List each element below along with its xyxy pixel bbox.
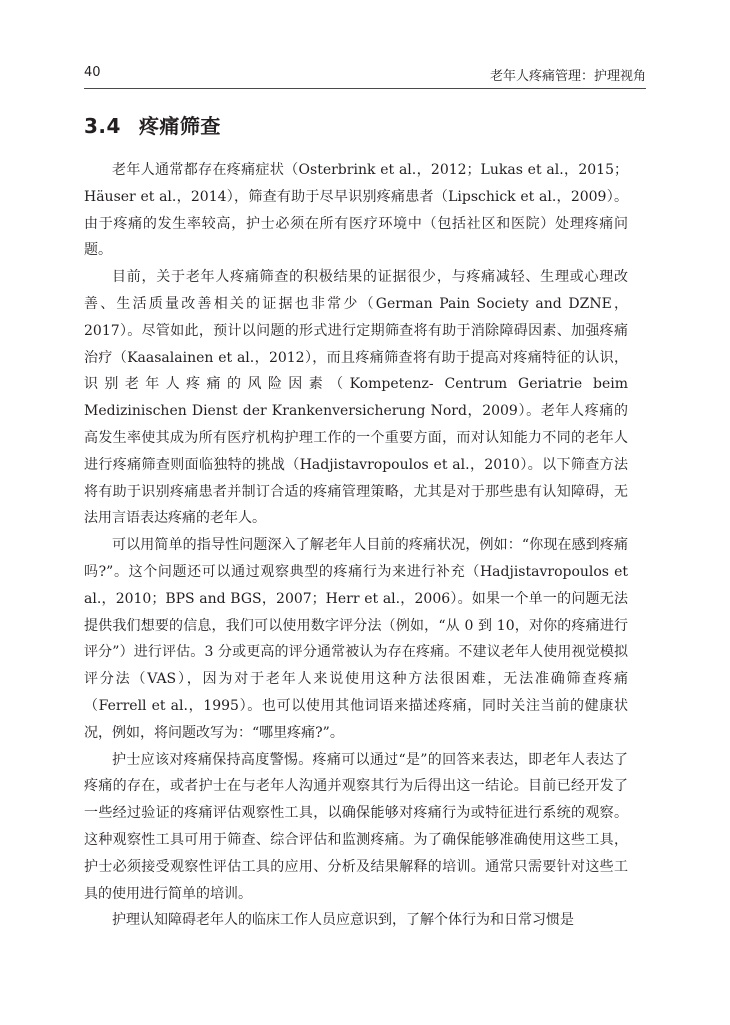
section-heading — [84, 110, 221, 139]
section-title: 疼痛筛查 — [138, 114, 221, 138]
page-header — [84, 62, 646, 89]
paragraph: 老年人通常都存在疼痛症状（Osterbrink et al.，2012；Lukas et al.，2015；Häuser et al.，2014），筛查有助于尽早识别疼痛患者（Lipschick et al.，2009）。由于疼痛的发生率较高，护士必须在所有医疗环境中（包括社区和医院）处理疼痛问题。 — [84, 162, 628, 259]
section-number: 3.4 — [84, 114, 121, 138]
running-title: 老年人疼痛管理：护理视角 — [489, 69, 646, 84]
paragraph: 护士应该对疼痛保持高度警惕。疼痛可以通过“是”的回答来表达，即老年人表达了疼痛的存在，或者护士在与老年人沟通并观察其行为后得出这一结论。目前已经开发了一些经过验证的疼痛评估观察性工具，以确保能够对疼痛行为或特征进行系统的观察。这种观察性工具可用于筛查、综合评估和监测疼痛。为了确保能够准确使用这些工具，护士必须接受观察性评估工具的应用、分析及结果解释的培训。通常只需要针对这些工具的使用进行简单的培训。 — [84, 751, 628, 902]
paragraph: 可以用简单的指导性问题深入了解老年人目前的疼痛状况，例如：“你现在感到疼痛吗?”。这个问题还可以通过观察典型的疼痛行为来进行补充（Hadjistavropoulos et al.，2010；BPS and BGS，2007；Herr et al.，2006）。如果一个单一的问题无法提供我们想要的信息，我们可以使用数字评分法（例如，“从 0 到 10，对你的疼痛进行评分”）进行评估。3 分或更高的评分通常被认为存在疼痛。不建议老年人使用视觉模拟评分法（VAS），因为对于老年人来说使用这种方法很困难，无法准确筛查疼痛（Ferrell et al.，1995）。也可以使用其他词语来描述疼痛，同时关注当前的健康状况，例如，将问题改写为：“哪里疼痛?”。 — [84, 537, 628, 741]
paragraph: 目前，关于老年人疼痛筛查的积极结果的证据很少，与疼痛减轻、生理或心理改善、生活质量改善相关的证据也非常少（German Pain Society and DZNE，2017）。尽管如此，预计以问题的形式进行定期筛查将有助于消除障碍因素、加强疼痛治疗（Kaasalainen et al.，2012），而且疼痛筛查将有助于提高对疼痛特征的认识，识别老年人疼痛的风险因素（Kompetenz- Centrum Geriatrie beim Medizinischen Dienst der Krankenversicherung Nord，2009）。老年人疼痛的高发生率使其成为所有医疗机构护理工作的一个重要方面，而对认知能力不同的老年人进行疼痛筛查则面临独特的挑战（Hadjistavropoulos et al.，2010）。以下筛查方法将有助于识别疼痛患者并制订合适的疼痛管理策略，尤其是对于那些患有认知障碍，无法用言语表达疼痛的老年人。 — [84, 269, 628, 527]
page-number: 40 — [84, 65, 101, 80]
paragraph: 护理认知障碍老年人的临床工作人员应意识到，了解个体行为和日常习惯是 — [112, 912, 574, 929]
body-text — [84, 157, 628, 934]
